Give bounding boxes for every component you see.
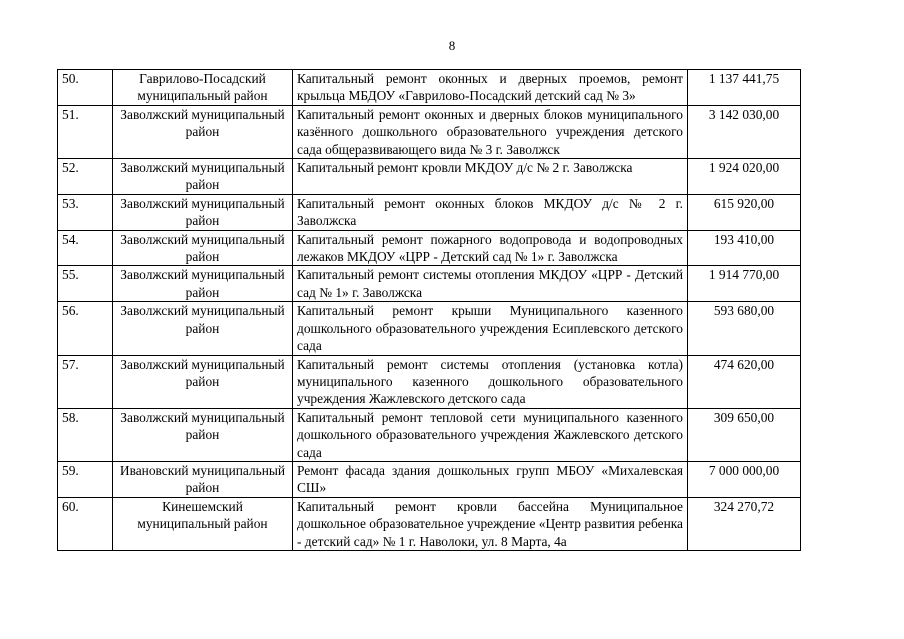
amount-cell: 1 924 020,00 bbox=[688, 159, 801, 195]
amount-cell: 7 000 000,00 bbox=[688, 461, 801, 497]
district-cell: Заволжский муниципальный район bbox=[113, 355, 293, 408]
row-number: 50. bbox=[58, 70, 113, 106]
description-cell: Капитальный ремонт крыши Муниципального казенного дошкольного образовательного учреждения Есиплевского детского сада bbox=[293, 302, 688, 355]
description-cell: Капитальный ремонт оконных блоков МКДОУ д/с № 2 г. Заволжска bbox=[293, 194, 688, 230]
table-row bbox=[58, 266, 801, 302]
row-number: 51. bbox=[58, 105, 113, 158]
description-cell: Капитальный ремонт оконных и дверных блоков муниципального казённого дошкольного образовательного учреждения детского сада общеразвивающего вида № 3 г. Заволжск bbox=[293, 105, 688, 158]
row-number: 52. bbox=[58, 159, 113, 195]
description-cell: Капитальный ремонт системы отопления (установка котла) муниципального казенного дошкольного образовательного учреждения Жажлевского детского сада bbox=[293, 355, 688, 408]
district-cell: Кинешемский муниципальный район bbox=[113, 497, 293, 550]
amount-cell: 474 620,00 bbox=[688, 355, 801, 408]
row-number: 55. bbox=[58, 266, 113, 302]
amount-cell: 593 680,00 bbox=[688, 302, 801, 355]
description-cell: Капитальный ремонт системы отопления МКДОУ «ЦРР - Детский сад № 1» г. Заволжска bbox=[293, 266, 688, 302]
table-row bbox=[58, 497, 801, 550]
row-number: 58. bbox=[58, 408, 113, 461]
description-cell: Ремонт фасада здания дошкольных групп МБОУ «Михалевская СШ» bbox=[293, 461, 688, 497]
table-row bbox=[58, 355, 801, 408]
page-number: 8 bbox=[448, 38, 456, 53]
row-number: 54. bbox=[58, 230, 113, 266]
district-cell: Ивановский муниципальный район bbox=[113, 461, 293, 497]
row-number: 53. bbox=[58, 194, 113, 230]
amount-cell: 1 137 441,75 bbox=[688, 70, 801, 106]
description-cell: Капитальный ремонт пожарного водопровода и водопроводных лежаков МКДОУ «ЦРР - Детский сад № 1» г. Заволжска bbox=[293, 230, 688, 266]
amount-cell: 615 920,00 bbox=[688, 194, 801, 230]
amount-cell: 1 914 770,00 bbox=[688, 266, 801, 302]
table-row bbox=[58, 408, 801, 461]
description-cell: Капитальный ремонт кровли бассейна Муниципальное дошкольное образовательное учреждение «Центр развития ребенка - детский сад» № 1 г. Наволоки, ул. 8 Марта, 4а bbox=[293, 497, 688, 550]
table-row bbox=[58, 230, 801, 266]
table-row bbox=[58, 194, 801, 230]
description-cell: Капитальный ремонт тепловой сети муниципального казенного дошкольного образовательного учреждения Жажлевского детского сада bbox=[293, 408, 688, 461]
table-row bbox=[58, 70, 801, 106]
funding-table bbox=[57, 69, 801, 551]
table-row bbox=[58, 105, 801, 158]
table-row bbox=[58, 461, 801, 497]
district-cell: Гаврилово-Посадский муниципальный район bbox=[113, 70, 293, 106]
district-cell: Заволжский муниципальный район bbox=[113, 159, 293, 195]
district-cell: Заволжский муниципальный район bbox=[113, 302, 293, 355]
row-number: 60. bbox=[58, 497, 113, 550]
district-cell: Заволжский муниципальный район bbox=[113, 194, 293, 230]
description-cell: Капитальный ремонт оконных и дверных проемов, ремонт крыльца МБДОУ «Гаврилово-Посадский детский сад № 3» bbox=[293, 70, 688, 106]
district-cell: Заволжский муниципальный район bbox=[113, 408, 293, 461]
row-number: 57. bbox=[58, 355, 113, 408]
table-row bbox=[58, 302, 801, 355]
district-cell: Заволжский муниципальный район bbox=[113, 266, 293, 302]
amount-cell: 309 650,00 bbox=[688, 408, 801, 461]
description-cell: Капитальный ремонт кровли МКДОУ д/с № 2 г. Заволжска bbox=[293, 159, 688, 195]
amount-cell: 324 270,72 bbox=[688, 497, 801, 550]
row-number: 56. bbox=[58, 302, 113, 355]
amount-cell: 3 142 030,00 bbox=[688, 105, 801, 158]
district-cell: Заволжский муниципальный район bbox=[113, 230, 293, 266]
district-cell: Заволжский муниципальный район bbox=[113, 105, 293, 158]
table-row bbox=[58, 159, 801, 195]
row-number: 59. bbox=[58, 461, 113, 497]
amount-cell: 193 410,00 bbox=[688, 230, 801, 266]
